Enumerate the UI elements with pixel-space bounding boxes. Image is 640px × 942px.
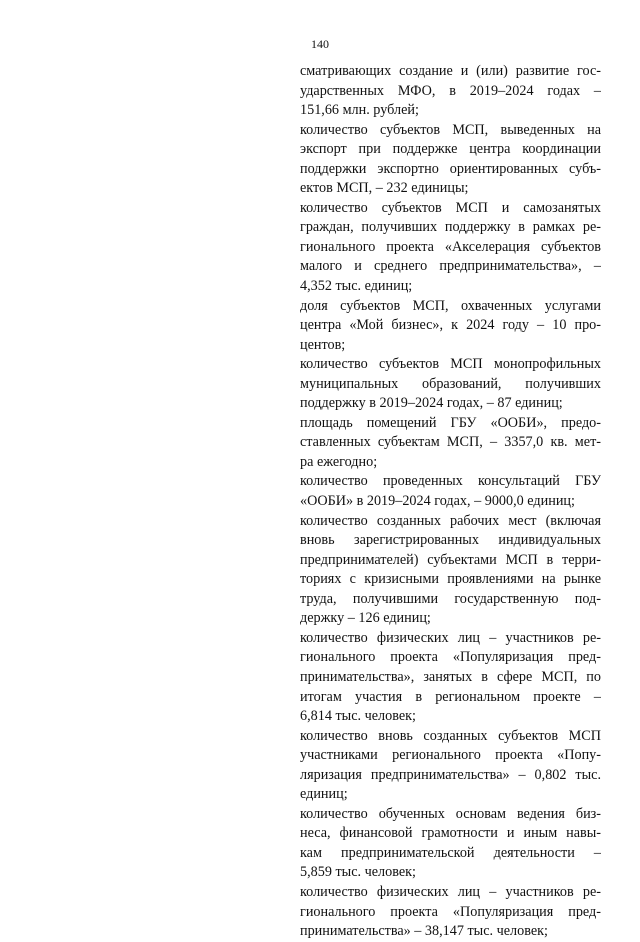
text-line: единиц; — [300, 786, 348, 803]
text-line: неса, финансовой грамотности и иным навы- — [300, 825, 601, 842]
text-line: итогам участия в региональном проекте – — [300, 688, 601, 705]
text-line: гионального проекта «Популяризация пред- — [300, 903, 601, 920]
text-line: количество физических лиц – участников ре- — [300, 629, 601, 646]
text-line: 151,66 млн. рублей; — [300, 102, 419, 119]
text-line: ляризация предпринимательства» – 0,802 тыс. — [300, 766, 601, 783]
text-line: предпринимателей) субъектами МСП в терри- — [300, 551, 601, 568]
text-line: принимательства» – 38,147 тыс. человек; — [300, 923, 548, 940]
text-line: 6,814 тыс. человек; — [300, 708, 416, 725]
text-line: количество субъектов МСП, выведенных на — [300, 121, 601, 138]
text-line: поддержку в 2019–2024 годах, – 87 единиц; — [300, 395, 563, 412]
text-line: экспорт при поддержке центра координации — [300, 141, 601, 158]
text-line: центов; — [300, 336, 346, 353]
text-line: участниками регионального проекта «Попу- — [300, 747, 601, 764]
text-line: 4,352 тыс. единиц; — [300, 278, 413, 295]
text-line: труда, получившими государственную под- — [300, 590, 601, 607]
text-line: количество субъектов МСП монопрофильных — [300, 356, 601, 373]
text-line: малого и среднего предпринимательства», – — [300, 258, 601, 275]
text-line: сматривающих создание и (или) развитие гос- — [300, 63, 601, 79]
text-line: количество физических лиц – участников ре- — [300, 883, 601, 900]
text-line: центра «Мой бизнес», к 2024 году – 10 про- — [300, 317, 601, 334]
text-line: принимательства», занятых в сфере МСП, по — [300, 668, 601, 685]
text-line: количество проведенных консультаций ГБУ — [300, 473, 601, 490]
page-number: 140 — [311, 37, 329, 51]
text-line: количество субъектов МСП и самозанятых — [300, 199, 601, 216]
text-line: вновь зарегистрированных индивидуальных — [300, 532, 601, 549]
text-line: муниципальных образований, получивших — [300, 375, 601, 392]
text-line: ториях с кризисными проявлениями на рынке — [300, 571, 601, 588]
text-line: гионального проекта «Акселерация субъектов — [300, 238, 601, 255]
text-line: доля субъектов МСП, охваченных услугами — [300, 297, 601, 314]
text-line: ставленных субъектам МСП, – 3357,0 кв. мет- — [300, 434, 601, 451]
text-line: поддержки экспортно ориентированных субъ- — [300, 160, 601, 177]
text-line: ударственных МФО, в 2019–2024 годах – — [300, 82, 601, 99]
text-line: количество созданных рабочих мест (включая — [300, 512, 601, 529]
text-line: 5,859 тыс. человек; — [300, 864, 416, 881]
text-line: «ООБИ» в 2019–2024 годах, – 9000,0 единиц; — [300, 493, 575, 510]
text-line: ра ежегодно; — [300, 453, 378, 470]
text-line: количество вновь созданных субъектов МСП — [300, 727, 601, 744]
text-line: гионального проекта «Популяризация пред- — [300, 649, 601, 666]
text-line: граждан, получивших поддержку в рамках ре- — [300, 219, 601, 236]
text-line: кам предпринимательской деятельности – — [300, 844, 601, 861]
text-line: ектов МСП, – 232 единицы; — [300, 180, 469, 197]
document-body — [300, 62, 601, 942]
text-line: держку – 126 единиц; — [300, 610, 431, 627]
text-line: площадь помещений ГБУ «ООБИ», предо- — [300, 414, 601, 431]
text-line: количество обученных основам ведения биз- — [300, 805, 601, 822]
